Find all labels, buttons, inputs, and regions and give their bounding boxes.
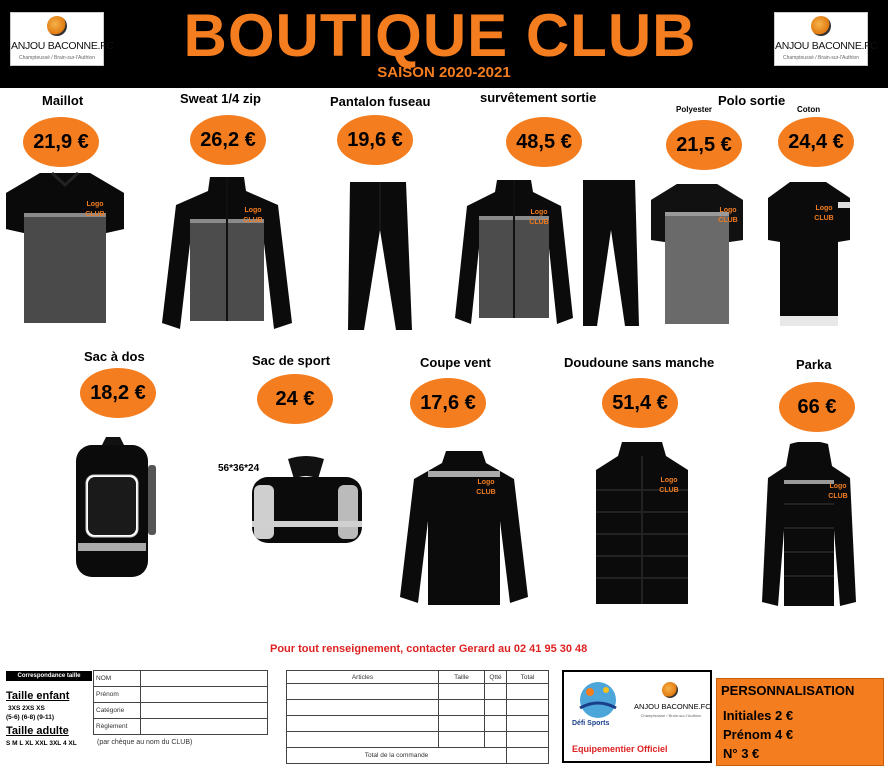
season-label: SAISON 2020-2021 xyxy=(377,64,511,81)
price-coupe-vent: 17,6 € xyxy=(410,378,486,428)
product-label-pantalon: Pantalon fuseau xyxy=(330,94,431,109)
order-cell[interactable] xyxy=(507,716,549,732)
order-cell[interactable] xyxy=(287,716,439,732)
club-name: ANJOU BACONNE.FC xyxy=(11,40,114,52)
personnalisation-title: PERSONNALISATION xyxy=(721,683,855,698)
club-name: ANJOU BACONNE.FC xyxy=(634,702,711,711)
club-tagline: Champteussé / Brain-sur-l'Authion xyxy=(783,55,859,61)
order-cell[interactable] xyxy=(439,716,485,732)
form-label-categorie: Catégorie xyxy=(94,703,141,719)
club-logo-small xyxy=(634,682,711,722)
order-header-total: Total xyxy=(507,671,549,684)
product-label-maillot: Maillot xyxy=(42,93,84,108)
club-logo-left xyxy=(10,12,114,66)
size-enfant-values: 3XS 2XS XS xyxy=(8,705,45,712)
payment-note: (par chèque au nom du CLUB) xyxy=(97,739,193,746)
logo-club-polo-coton: Logo CLUB xyxy=(814,205,834,222)
product-label-coupe-vent: Coupe vent xyxy=(420,355,491,370)
identity-form xyxy=(93,670,268,735)
size-adulte-values: S M L XL XXL 3XL 4 XL xyxy=(6,740,77,747)
order-cell[interactable] xyxy=(287,732,439,748)
form-input-nom[interactable] xyxy=(141,671,268,687)
header-banner xyxy=(0,0,888,88)
defi-sports-logo xyxy=(570,678,626,724)
order-total-value[interactable] xyxy=(507,748,549,764)
club-tagline: Champteussé / Brain-sur-l'Authion xyxy=(19,55,95,61)
order-header-taille: Taille xyxy=(439,671,485,684)
product-label-sweat: Sweat 1/4 zip xyxy=(180,91,261,106)
club-logo-right xyxy=(774,12,878,66)
form-input-prenom[interactable] xyxy=(141,687,268,703)
doudoune-image xyxy=(592,440,692,608)
order-header-articles: Articles xyxy=(287,671,439,684)
size-adulte-label: Taille adulte xyxy=(6,725,69,737)
order-table xyxy=(286,670,549,764)
perso-prenom: Prénom 4 € xyxy=(723,727,794,742)
pantalon-image xyxy=(340,180,418,332)
size-enfant-ages: (5-6) (6-8) (9-11) xyxy=(6,714,55,721)
sac-de-sport-dimensions: 56*36*24 xyxy=(218,463,260,474)
sac-a-dos-image xyxy=(68,435,158,581)
form-label-reglement: Règlement xyxy=(94,719,141,735)
logo-club-maillot: Logo CLUB xyxy=(85,201,105,218)
variant-coton: Coton xyxy=(797,105,821,114)
logo-club-parka: Logo CLUB xyxy=(828,483,848,500)
supplier-brand: Défi Sports xyxy=(572,720,610,727)
price-sweat: 26,2 € xyxy=(190,115,266,165)
club-tagline: Champteussé / Brain-sur-l'Authion xyxy=(640,713,702,718)
logo-club-sweat: Logo CLUB xyxy=(243,207,263,224)
perso-numero: N° 3 € xyxy=(723,746,760,761)
contact-info: Pour tout renseignement, contacter Gerard au 02 41 95 30 48 xyxy=(270,643,588,655)
survetement-veste-image xyxy=(453,178,575,328)
order-cell[interactable] xyxy=(439,684,485,700)
size-chart-title: Correspondance taille xyxy=(6,671,92,681)
polo-polyester-image xyxy=(647,180,747,328)
product-label-sac-de-sport: Sac de sport xyxy=(252,353,331,368)
size-enfant-label: Taille enfant xyxy=(6,690,70,702)
product-label-polo: Polo sortie xyxy=(718,93,786,108)
price-sac-de-sport: 24 € xyxy=(257,374,333,424)
form-label-nom: NOM xyxy=(94,671,141,687)
polo-coton-image xyxy=(766,178,852,330)
survetement-pantalon-image xyxy=(577,178,643,330)
perso-initiales: Initiales 2 € xyxy=(723,708,794,723)
order-cell[interactable] xyxy=(287,684,439,700)
logo-club-polo-polyester: Logo CLUB xyxy=(718,207,738,224)
product-label-doudoune: Doudoune sans manche xyxy=(564,355,715,370)
official-supplier-label: Equipementier Officiel xyxy=(572,744,668,754)
personnalisation-box xyxy=(716,678,884,766)
form-input-categorie[interactable] xyxy=(141,703,268,719)
maillot-image xyxy=(2,165,128,330)
order-cell[interactable] xyxy=(485,700,507,716)
form-label-prenom: Prénom xyxy=(94,687,141,703)
order-cell[interactable] xyxy=(439,700,485,716)
product-label-survetement: survêtement sortie xyxy=(480,90,597,105)
price-polo-polyester: 21,5 € xyxy=(666,120,742,170)
price-polo-coton: 24,4 € xyxy=(778,117,854,167)
order-header-qte: Qtté xyxy=(485,671,507,684)
order-total-label: Total de la commande xyxy=(287,748,507,764)
page-title: BOUTIQUE CLUB xyxy=(183,2,697,69)
price-survetement: 48,5 € xyxy=(506,117,582,167)
football-icon xyxy=(662,682,678,698)
football-icon xyxy=(47,16,67,36)
order-cell[interactable] xyxy=(485,716,507,732)
price-pantalon: 19,6 € xyxy=(337,115,413,165)
order-cell[interactable] xyxy=(485,732,507,748)
logo-club-survetement: Logo CLUB xyxy=(529,209,549,226)
price-doudoune: 51,4 € xyxy=(602,378,678,428)
parka-image xyxy=(760,442,858,610)
product-label-parka: Parka xyxy=(796,357,832,372)
logo-club-doudoune: Logo CLUB xyxy=(659,477,679,494)
order-cell[interactable] xyxy=(485,684,507,700)
price-parka: 66 € xyxy=(779,382,855,432)
price-maillot: 21,9 € xyxy=(23,117,99,167)
price-sac-a-dos: 18,2 € xyxy=(80,368,156,418)
product-label-sac-a-dos: Sac à dos xyxy=(84,349,145,364)
order-cell[interactable] xyxy=(507,684,549,700)
sweat-image xyxy=(160,173,294,338)
form-input-reglement[interactable] xyxy=(141,719,268,735)
order-cell[interactable] xyxy=(439,732,485,748)
order-cell[interactable] xyxy=(287,700,439,716)
sac-de-sport-image xyxy=(248,455,366,551)
official-supplier-box xyxy=(562,670,712,763)
logo-club-coupe-vent: Logo CLUB xyxy=(476,479,496,496)
football-icon xyxy=(811,16,831,36)
coupe-vent-image xyxy=(398,447,530,611)
variant-polyester: Polyester xyxy=(676,105,713,114)
order-cell[interactable] xyxy=(507,700,549,716)
club-name: ANJOU BACONNE.FC xyxy=(775,40,878,52)
order-cell[interactable] xyxy=(507,732,549,748)
